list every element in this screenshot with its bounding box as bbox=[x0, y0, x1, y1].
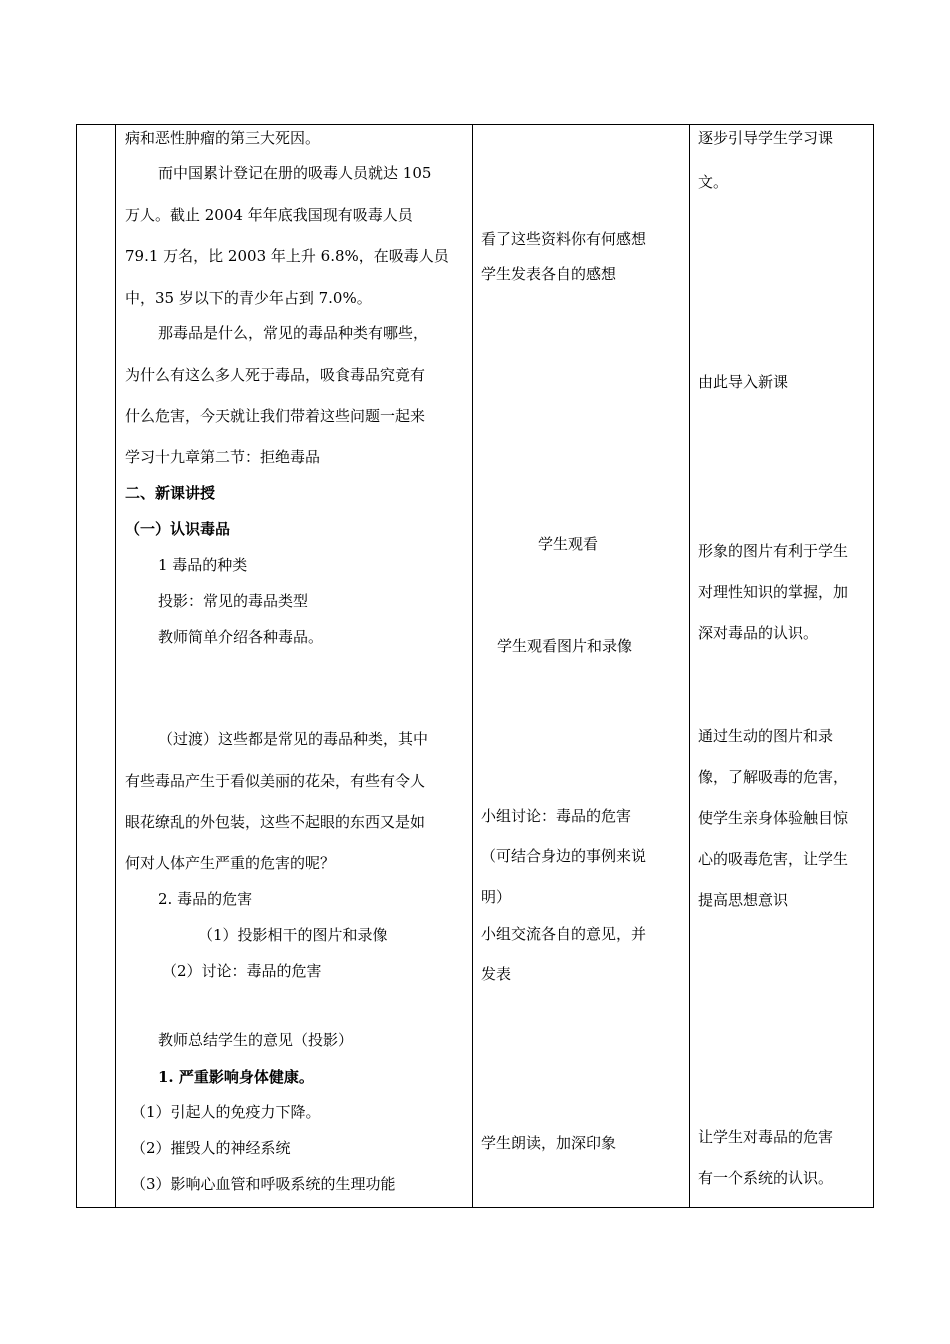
teaching-line: 为什么有这么多人死于毒品，吸食毒品究竟有 bbox=[125, 366, 426, 384]
student-line: 发表 bbox=[481, 965, 512, 983]
teaching-line: 学习十九章第二节：拒绝毒品 bbox=[125, 448, 321, 466]
student-line: 明） bbox=[481, 888, 512, 906]
teaching-line: （2）讨论：毒品的危害 bbox=[162, 962, 322, 980]
teaching-line: 教师总结学生的意见（投影） bbox=[158, 1031, 354, 1049]
intent-line: 对理性知识的掌握，加 bbox=[698, 583, 849, 601]
point-heading: 1. 严重影响身体健康。 bbox=[158, 1068, 314, 1086]
intent-line: 形象的图片有利于学生 bbox=[698, 542, 849, 560]
student-line: （可结合身边的事例来说 bbox=[481, 847, 647, 865]
subsection-heading: （一）认识毒品 bbox=[125, 520, 231, 538]
teaching-line: 万人。截止 2004 年年底我国现有吸毒人员 bbox=[125, 206, 413, 224]
student-line: 小组讨论：毒品的危害 bbox=[481, 807, 632, 825]
student-line: 学生观看 bbox=[538, 535, 599, 553]
student-line: 学生发表各自的感想 bbox=[481, 265, 617, 283]
teaching-line: 1 毒品的种类 bbox=[158, 556, 248, 574]
intent-line: 逐步引导学生学习课 bbox=[698, 129, 834, 147]
teaching-line: （3）影响心血管和呼吸系统的生理功能 bbox=[131, 1175, 396, 1193]
column-divider-1 bbox=[115, 125, 116, 1207]
intent-line: 文。 bbox=[698, 173, 729, 191]
column-divider-2 bbox=[472, 125, 473, 1207]
column-divider-3 bbox=[689, 125, 690, 1207]
section-heading: 二、新课讲授 bbox=[125, 484, 216, 502]
teaching-line: （1）投影相干的图片和录像 bbox=[198, 926, 388, 944]
teaching-line: 教师简单介绍各种毒品。 bbox=[158, 628, 324, 646]
teaching-line: 2. 毒品的危害 bbox=[158, 890, 253, 908]
teaching-line: 79.1 万名，比 2003 年上升 6.8%，在吸毒人员 bbox=[125, 247, 449, 265]
student-line: 学生观看图片和录像 bbox=[497, 637, 633, 655]
teaching-line: 什么危害，今天就让我们带着这些问题一起来 bbox=[125, 407, 426, 425]
intent-line: 有一个系统的认识。 bbox=[698, 1169, 834, 1187]
teaching-line: 中，35 岁以下的青少年占到 7.0%。 bbox=[125, 289, 372, 307]
intent-line: 深对毒品的认识。 bbox=[698, 624, 819, 642]
intent-line: 通过生动的图片和录 bbox=[698, 727, 834, 745]
intent-line: 心的吸毒危害，让学生 bbox=[698, 850, 849, 868]
intent-line: 像，了解吸毒的危害， bbox=[698, 768, 849, 786]
intent-line: 使学生亲身体验触目惊 bbox=[698, 809, 849, 827]
teaching-line: 而中国累计登记在册的吸毒人员就达 105 bbox=[158, 164, 432, 182]
intent-line: 由此导入新课 bbox=[698, 373, 789, 391]
teaching-line: （1）引起人的免疫力下降。 bbox=[131, 1103, 321, 1121]
student-line: 小组交流各自的意见，并 bbox=[481, 925, 647, 943]
intent-line: 提高思想意识 bbox=[698, 891, 789, 909]
teaching-line: 投影：常见的毒品类型 bbox=[158, 592, 309, 610]
teaching-line: 眼花缭乱的外包装，这些不起眼的东西又是如 bbox=[125, 813, 426, 831]
teaching-line: 何对人体产生严重的危害的呢？ bbox=[125, 854, 336, 872]
teaching-line: 病和恶性肿瘤的第三大死因。 bbox=[125, 129, 321, 147]
student-line: 看了这些资料你有何感想 bbox=[481, 230, 647, 248]
student-line: 学生朗读，加深印象 bbox=[481, 1134, 617, 1152]
teaching-line: 那毒品是什么，常见的毒品种类有哪些， bbox=[158, 324, 429, 342]
teaching-line: 有些毒品产生于看似美丽的花朵，有些有令人 bbox=[125, 772, 426, 790]
intent-line: 让学生对毒品的危害 bbox=[698, 1128, 834, 1146]
teaching-line: （过渡）这些都是常见的毒品种类，其中 bbox=[158, 730, 429, 748]
teaching-line: （2）摧毁人的神经系统 bbox=[131, 1139, 291, 1157]
